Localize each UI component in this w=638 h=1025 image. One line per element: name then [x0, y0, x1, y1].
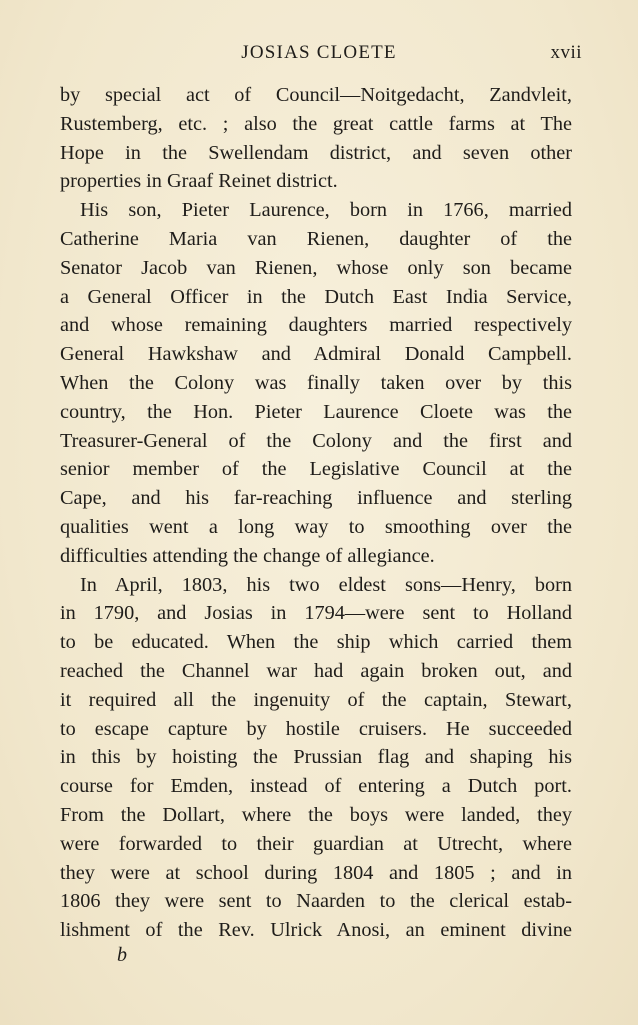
page-number: xvii — [550, 42, 582, 63]
text-line: by special act of Council—Noitgedacht, Zandvleit, — [60, 84, 572, 106]
text-line: difficulties attending the change of allegiance. — [60, 544, 435, 567]
text-line: 1806 they were sent to Naarden to the clerical estab- — [60, 890, 572, 913]
text-line: Treasurer-General of the Colony and the first and — [60, 429, 572, 452]
text-line: qualities went a long way to smoothing over the — [60, 515, 572, 538]
text-line: His son, Pieter Laurence, born in 1766, married — [80, 199, 572, 222]
text-line: reached the Channel war had again broken out, and — [60, 659, 572, 682]
text-line: Rustemberg, etc. ; also the great cattle farms at The — [60, 112, 572, 135]
text-line: General Hawkshaw and Admiral Donald Campbell. — [60, 343, 572, 366]
text-line: were forwarded to their guardian at Utrecht, where — [60, 832, 572, 855]
text-line: course for Emden, instead of entering a Dutch port. — [60, 775, 572, 798]
body-text — [60, 81, 572, 945]
text-line: country, the Hon. Pieter Laurence Cloete was the — [60, 400, 572, 423]
text-line: Catherine Maria van Rienen, daughter of the — [60, 227, 572, 250]
text-line: When the Colony was finally taken over by this — [60, 371, 572, 394]
signature-mark: b — [117, 944, 127, 966]
text-line: to be educated. When the ship which carried them — [60, 631, 572, 654]
running-title: JOSIAS CLOETE — [241, 42, 397, 63]
text-line: and whose remaining daughters married respectively — [60, 314, 572, 337]
text-line: lishment of the Rev. Ulrick Anosi, an eminent divine — [60, 919, 572, 942]
text-line: Hope in the Swellendam district, and seven other — [60, 141, 572, 164]
running-header — [60, 40, 582, 68]
text-line: Senator Jacob van Rienen, whose only son became — [60, 256, 572, 279]
text-line: they were at school during 1804 and 1805 ; and in — [60, 861, 572, 884]
text-line: properties in Graaf Reinet district. — [60, 170, 338, 193]
text-line: a General Officer in the Dutch East India Service, — [60, 285, 572, 308]
text-line: in 1790, and Josias in 1794—were sent to Holland — [60, 602, 572, 625]
text-line: From the Dollart, where the boys were landed, they — [60, 803, 572, 826]
text-line: in this by hoisting the Prussian flag and shaping his — [60, 746, 572, 769]
text-line: Cape, and his far-reaching influence and sterling — [60, 487, 572, 510]
text-line: it required all the ingenuity of the captain, Stewart, — [60, 688, 572, 711]
text-line: In April, 1803, his two eldest sons—Henry, born — [80, 573, 572, 596]
text-line: senior member of the Legislative Council at the — [60, 458, 572, 481]
text-line: to escape capture by hostile cruisers. He succeeded — [60, 717, 572, 740]
